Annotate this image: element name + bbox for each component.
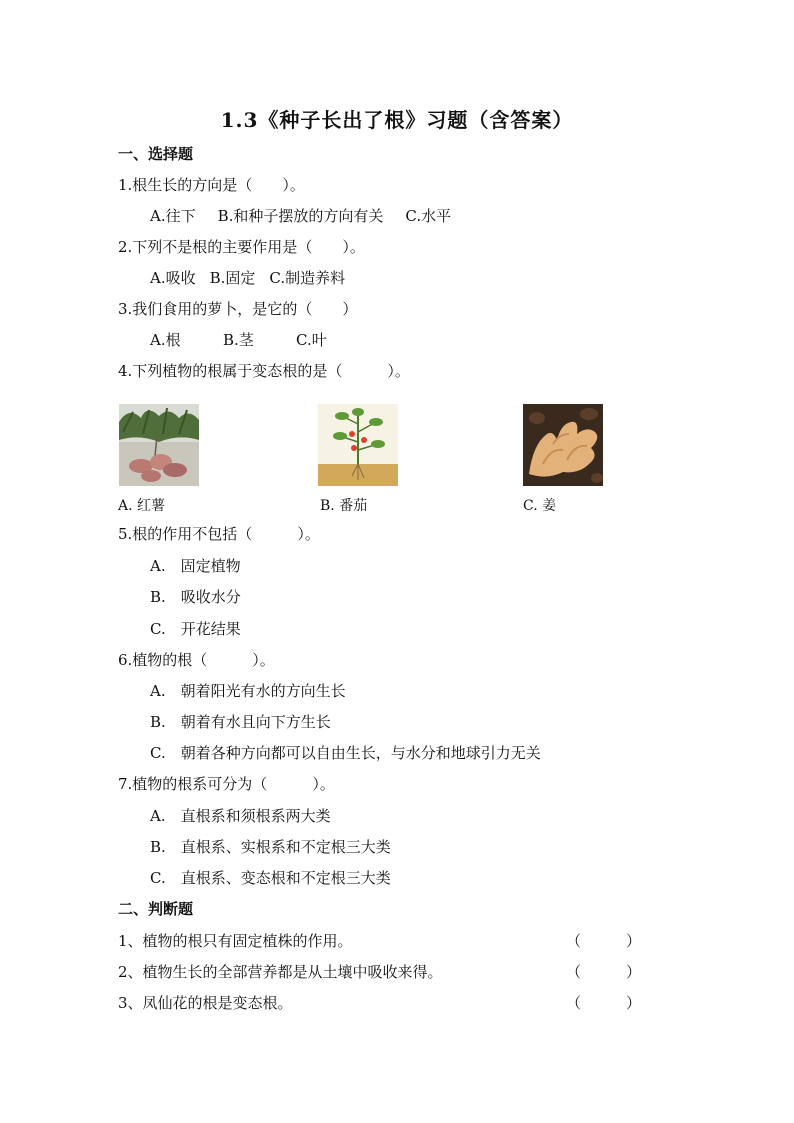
question-3: 3.我们食用的萝卜，是它的（ ） xyxy=(118,300,358,318)
option-b: B.和种子摆放的方向有关 xyxy=(217,207,384,225)
question-6-option-b: B. 朝着有水且向下方生长 xyxy=(150,713,331,731)
option-c: C.水平 xyxy=(405,207,452,225)
ginger-image xyxy=(523,404,603,486)
question-7-option-c: C. 直根系、变态根和不定根三大类 xyxy=(150,869,391,887)
question-7-option-b: B. 直根系、实根系和不定根三大类 xyxy=(150,838,391,856)
caption-c: C. 姜 xyxy=(523,498,557,514)
question-2-options xyxy=(150,268,367,288)
question-2: 2.下列不是根的主要作用是（ ）。 xyxy=(118,238,365,256)
judge-item-2: 2、植物生长的全部营养都是从土壤中吸收来得。 xyxy=(118,963,443,981)
option-a: A.根 xyxy=(150,331,181,349)
sweet-potato-image xyxy=(119,404,199,486)
question-5-option-b: B. 吸收水分 xyxy=(150,588,241,606)
judge-item-1: 1、植物的根只有固定植株的作用。 xyxy=(118,932,353,950)
section-heading-choice: 一、选择题 xyxy=(118,145,194,163)
judge-answer-blank-2: （ ） xyxy=(566,963,642,981)
caption-a: A. 红薯 xyxy=(118,498,166,514)
question-6: 6.植物的根（ ）。 xyxy=(118,651,275,669)
judge-item-3: 3、凤仙花的根是变态根。 xyxy=(118,994,293,1012)
option-a: A.往下 xyxy=(150,207,196,225)
question-1: 1.根生长的方向是（ ）。 xyxy=(118,176,305,194)
question-5: 5.根的作用不包括（ ）。 xyxy=(118,525,320,543)
option-c: C.叶 xyxy=(296,331,327,349)
question-7: 7.植物的根系可分为（ ）。 xyxy=(118,775,335,793)
judge-answer-blank-3: （ ） xyxy=(566,994,642,1012)
question-6-option-c: C. 朝着各种方向都可以自由生长，与水分和地球引力无关 xyxy=(150,744,541,762)
question-1-options xyxy=(150,206,473,226)
section-heading-judge: 二、判断题 xyxy=(118,900,194,918)
option-a: A.吸收 xyxy=(150,269,196,287)
option-b: B.茎 xyxy=(223,331,254,349)
question-4: 4.下列植物的根属于变态根的是（ ）。 xyxy=(118,362,410,380)
judge-answer-blank-1: （ ） xyxy=(566,932,642,950)
tomato-plant-image xyxy=(318,404,398,486)
question-6-option-a: A. 朝着阳光有水的方向生长 xyxy=(150,682,346,700)
page-title: 1.3《种子长出了根》习题（含答案） xyxy=(220,108,574,132)
question-5-option-c: C. 开花结果 xyxy=(150,620,241,638)
question-3-options xyxy=(150,330,327,350)
option-b: B.固定 xyxy=(209,269,256,287)
question-7-option-a: A. 直根系和须根系两大类 xyxy=(150,807,331,825)
question-5-option-a: A. 固定植物 xyxy=(150,557,241,575)
caption-b: B. 番茄 xyxy=(320,498,368,514)
option-c: C.制造养料 xyxy=(269,269,346,287)
